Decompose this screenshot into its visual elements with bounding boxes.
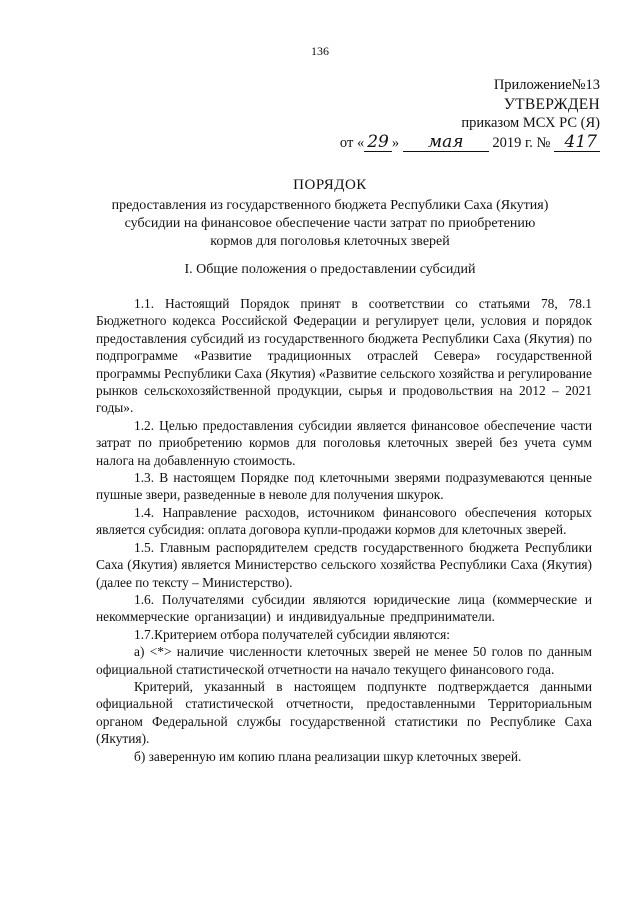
paragraph-1-7-b: б) заверенную им копию плана реализации шкур клеточных зверей. xyxy=(134,748,522,764)
paragraph-1-2: 1.2. Целью предоставления субсидии является финансовое обеспечение части затрат по приобретению кормов для поголовья клеточных зверей без учета сумм налога на добавленную стоимость. xyxy=(96,417,592,468)
order-label: приказом МСХ РС (Я) xyxy=(461,115,600,131)
page-number: 136 xyxy=(311,44,329,58)
title-line-1: предоставления из государственного бюджета Республики Саха (Якутия) xyxy=(111,198,549,213)
paragraph-1-6: 1.6. Получателями субсидии являются юридические лица (коммерческие и некоммерческие организации) и индивидуальные предприниматели. xyxy=(96,591,592,625)
paragraph-1-7: 1.7.Критерием отбора получателей субсидии являются: xyxy=(134,626,451,642)
date-mid: » xyxy=(391,135,400,151)
title-line-2: субсидии на финансовое обеспечение части затрат по приобретению xyxy=(124,216,536,231)
paragraph-criterion-note: Критерий, указанный в настоящем подпункте подтверждается данными официальной статистической отчетности, предоставленными Территориальным органом Федеральной службы государственной статистики по Республике Саха (Якутия). xyxy=(96,678,592,747)
section-heading: I. Общие положения о предоставлении субсидий xyxy=(184,262,476,277)
handwritten-number: 417 xyxy=(554,133,600,152)
approval-block xyxy=(320,76,600,153)
handwritten-day: 29 xyxy=(364,133,392,152)
document-title xyxy=(60,176,600,251)
approved-label: УТВЕРЖДЕН xyxy=(503,96,600,113)
paragraph-1-7-a: а) <*> наличие численности клеточных зверей не менее 50 голов по данным официальной статистической отчетности на начало текущего финансового года. xyxy=(96,644,592,677)
document-body xyxy=(96,295,592,765)
date-prefix: от « xyxy=(339,135,365,151)
title-main: ПОРЯДОК xyxy=(293,177,367,193)
order-date-line xyxy=(320,133,600,153)
paragraph-1-1: 1.1. Настоящий Порядок принят в соответствии со статьями 78, 78.1 Бюджетного кодекса Российской Федерации и регулирует цели, условия и порядок предоставления субсидий из государственного бюджета Республики Саха (Якутия) по подпрограмме «Развитие традиционных отраслей Севера» государственной программы Республики Саха (Якутия) «Развитие сельского хозяйства и регулирование рынков сельскохозяйственной продукции, сырья и продовольствия на 2012 – 2021 годы». xyxy=(96,296,592,416)
handwritten-month: мая xyxy=(403,133,489,152)
order-year: 2019 г. № xyxy=(492,135,551,151)
paragraph-1-4: 1.4. Направление расходов, источником финансового обеспечения которых является субсидия: оплата договора купли-продажи кормов для клеточных зверей. xyxy=(96,504,592,538)
paragraph-1-5: 1.5. Главным распорядителем средств государственного бюджета Республики Саха (Якутия) является Министерство сельского хозяйства Республики Саха (Якутия) (далее по тексту – Министерство). xyxy=(96,539,592,590)
title-line-3: кормов для поголовья клеточных зверей xyxy=(210,234,450,249)
paragraph-1-3: 1.3. В настоящем Порядке под клеточными зверями подразумеваются ценные пушные звери, разведенные в неволе для получения шкурок. xyxy=(96,470,592,503)
appendix-label: Приложение№13 xyxy=(493,77,600,93)
